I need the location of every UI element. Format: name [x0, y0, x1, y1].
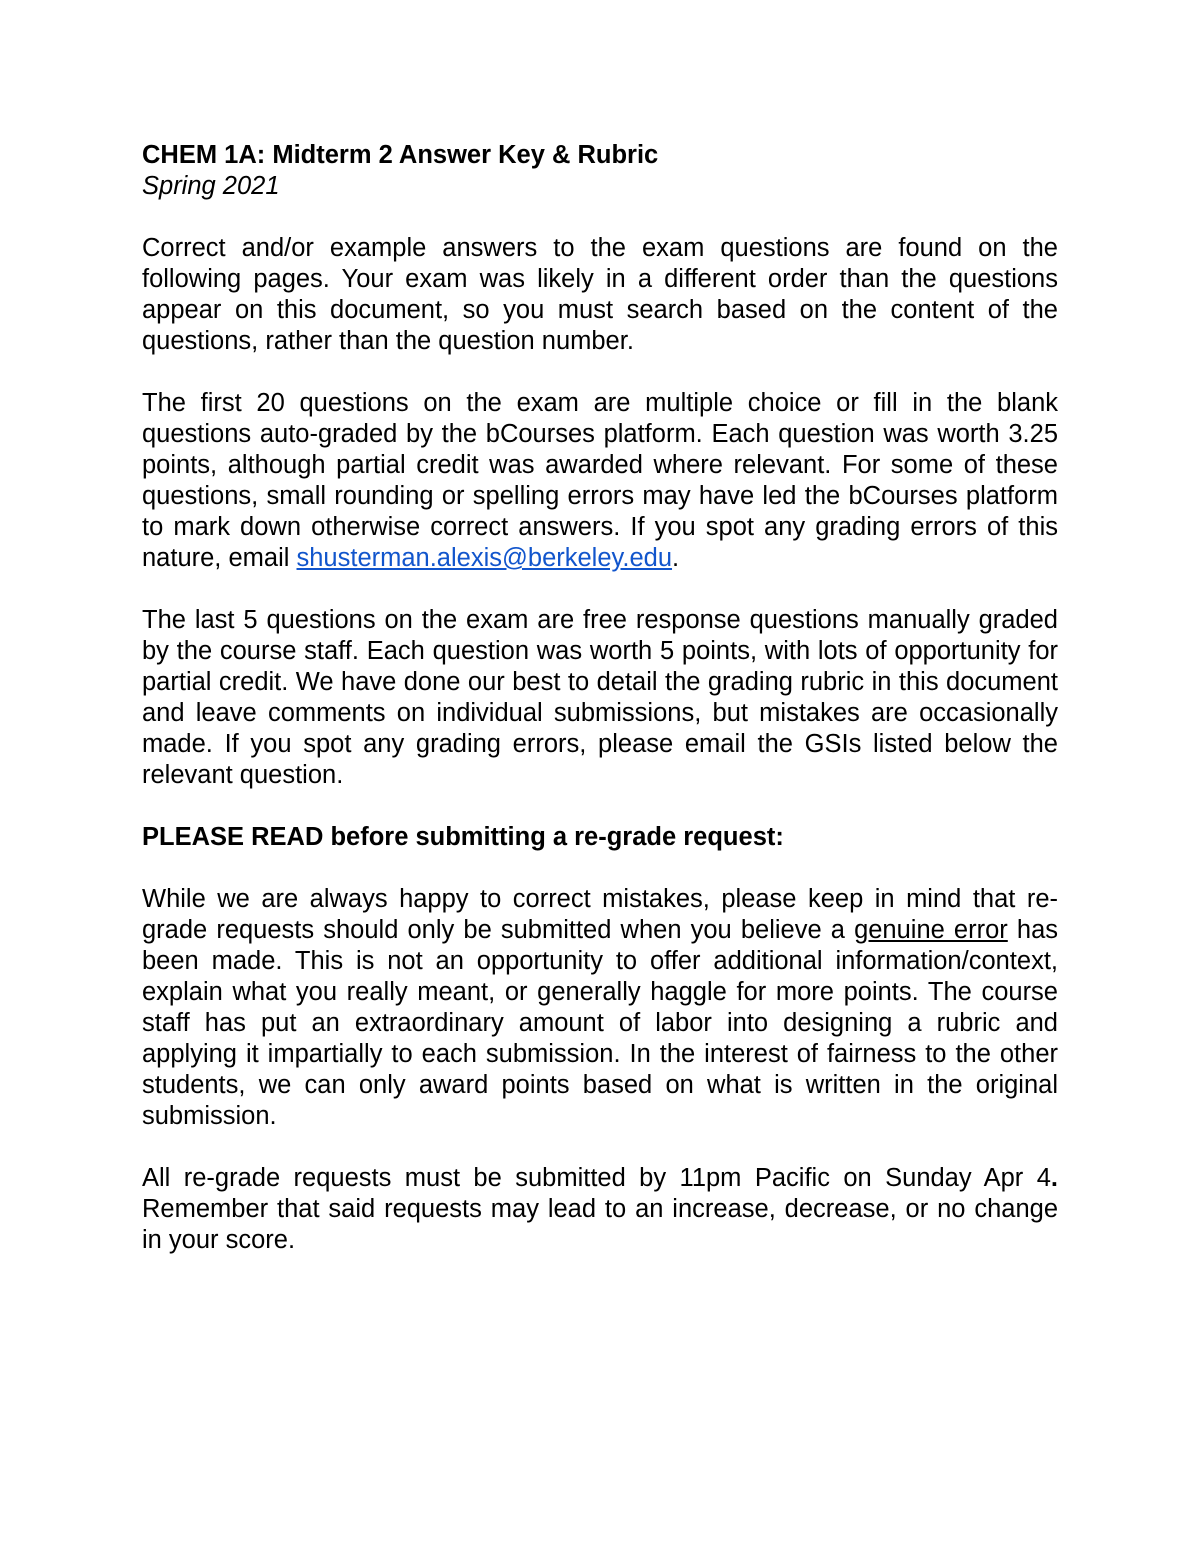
- multiple-choice-text-end: .: [672, 544, 680, 572]
- regrade-text-end: has been made. This is not an opportunity to offer additional information/context, explain what you really meant, or generally haggle for more points. The course staff has put an extraordinary amount of labor into designing a rubric and applying it impartially to each submission. In the interest of fairness to the other students, we can only award points based on what is written in the original submission.: [142, 916, 1059, 1130]
- deadline-text: All re-grade requests must be submitted by 11pm Pacific on Sunday Apr 4: [142, 1164, 1051, 1192]
- document-page: [142, 140, 1058, 1256]
- deadline-reminder-text: Remember that said requests may lead to an increase, decrease, or no change in your score.: [142, 1195, 1058, 1254]
- free-response-paragraph: The last 5 questions on the exam are free response questions manually graded by the course staff. Each question was worth 5 points, with lots of opportunity for partial credit. We have done our best to detail the grading rubric in this document and leave comments on individual submissions, but mistakes are occasionally made. If you spot any grading errors, please email the GSIs listed below the relevant question.: [142, 606, 1058, 789]
- spacer: [142, 1132, 1058, 1163]
- genuine-error-emphasis: genuine error: [854, 916, 1008, 944]
- spacer: [142, 574, 1058, 605]
- spacer: [142, 357, 1058, 388]
- multiple-choice-text: The first 20 questions on the exam are multiple choice or fill in the blank questions auto-graded by the bCourses platform. Each question was worth 3.25 points, although partial credit was awarded where relevant. For some of these questions, small rounding or spelling errors may have led the bCourses platform to mark down otherwise correct answers. If you spot any grading errors of this nature, email: [142, 389, 1058, 572]
- regrade-heading: PLEASE READ before submitting a re-grade request:: [142, 823, 784, 851]
- spacer: [142, 853, 1058, 884]
- deadline-bold-period: .: [1050, 1164, 1058, 1192]
- document-title: CHEM 1A: Midterm 2 Answer Key & Rubric: [142, 141, 659, 169]
- regrade-text: While we are always happy to correct mistakes, please keep in mind that re-grade requests should only be submitted when you believe a: [142, 885, 1058, 944]
- spacer: [142, 202, 1058, 233]
- intro-paragraph: Correct and/or example answers to the exam questions are found on the following pages. Your exam was likely in a different order than the questions appear on this document, so you must search based on the content of the questions, rather than the question number.: [142, 234, 1058, 355]
- document-subtitle: Spring 2021: [142, 172, 280, 200]
- deadline-paragraph: [142, 1163, 1058, 1256]
- regrade-paragraph: [142, 884, 1058, 1132]
- contact-email-link[interactable]: shusterman.alexis@berkeley.edu: [296, 544, 673, 572]
- spacer: [142, 791, 1058, 822]
- multiple-choice-paragraph: [142, 388, 1058, 574]
